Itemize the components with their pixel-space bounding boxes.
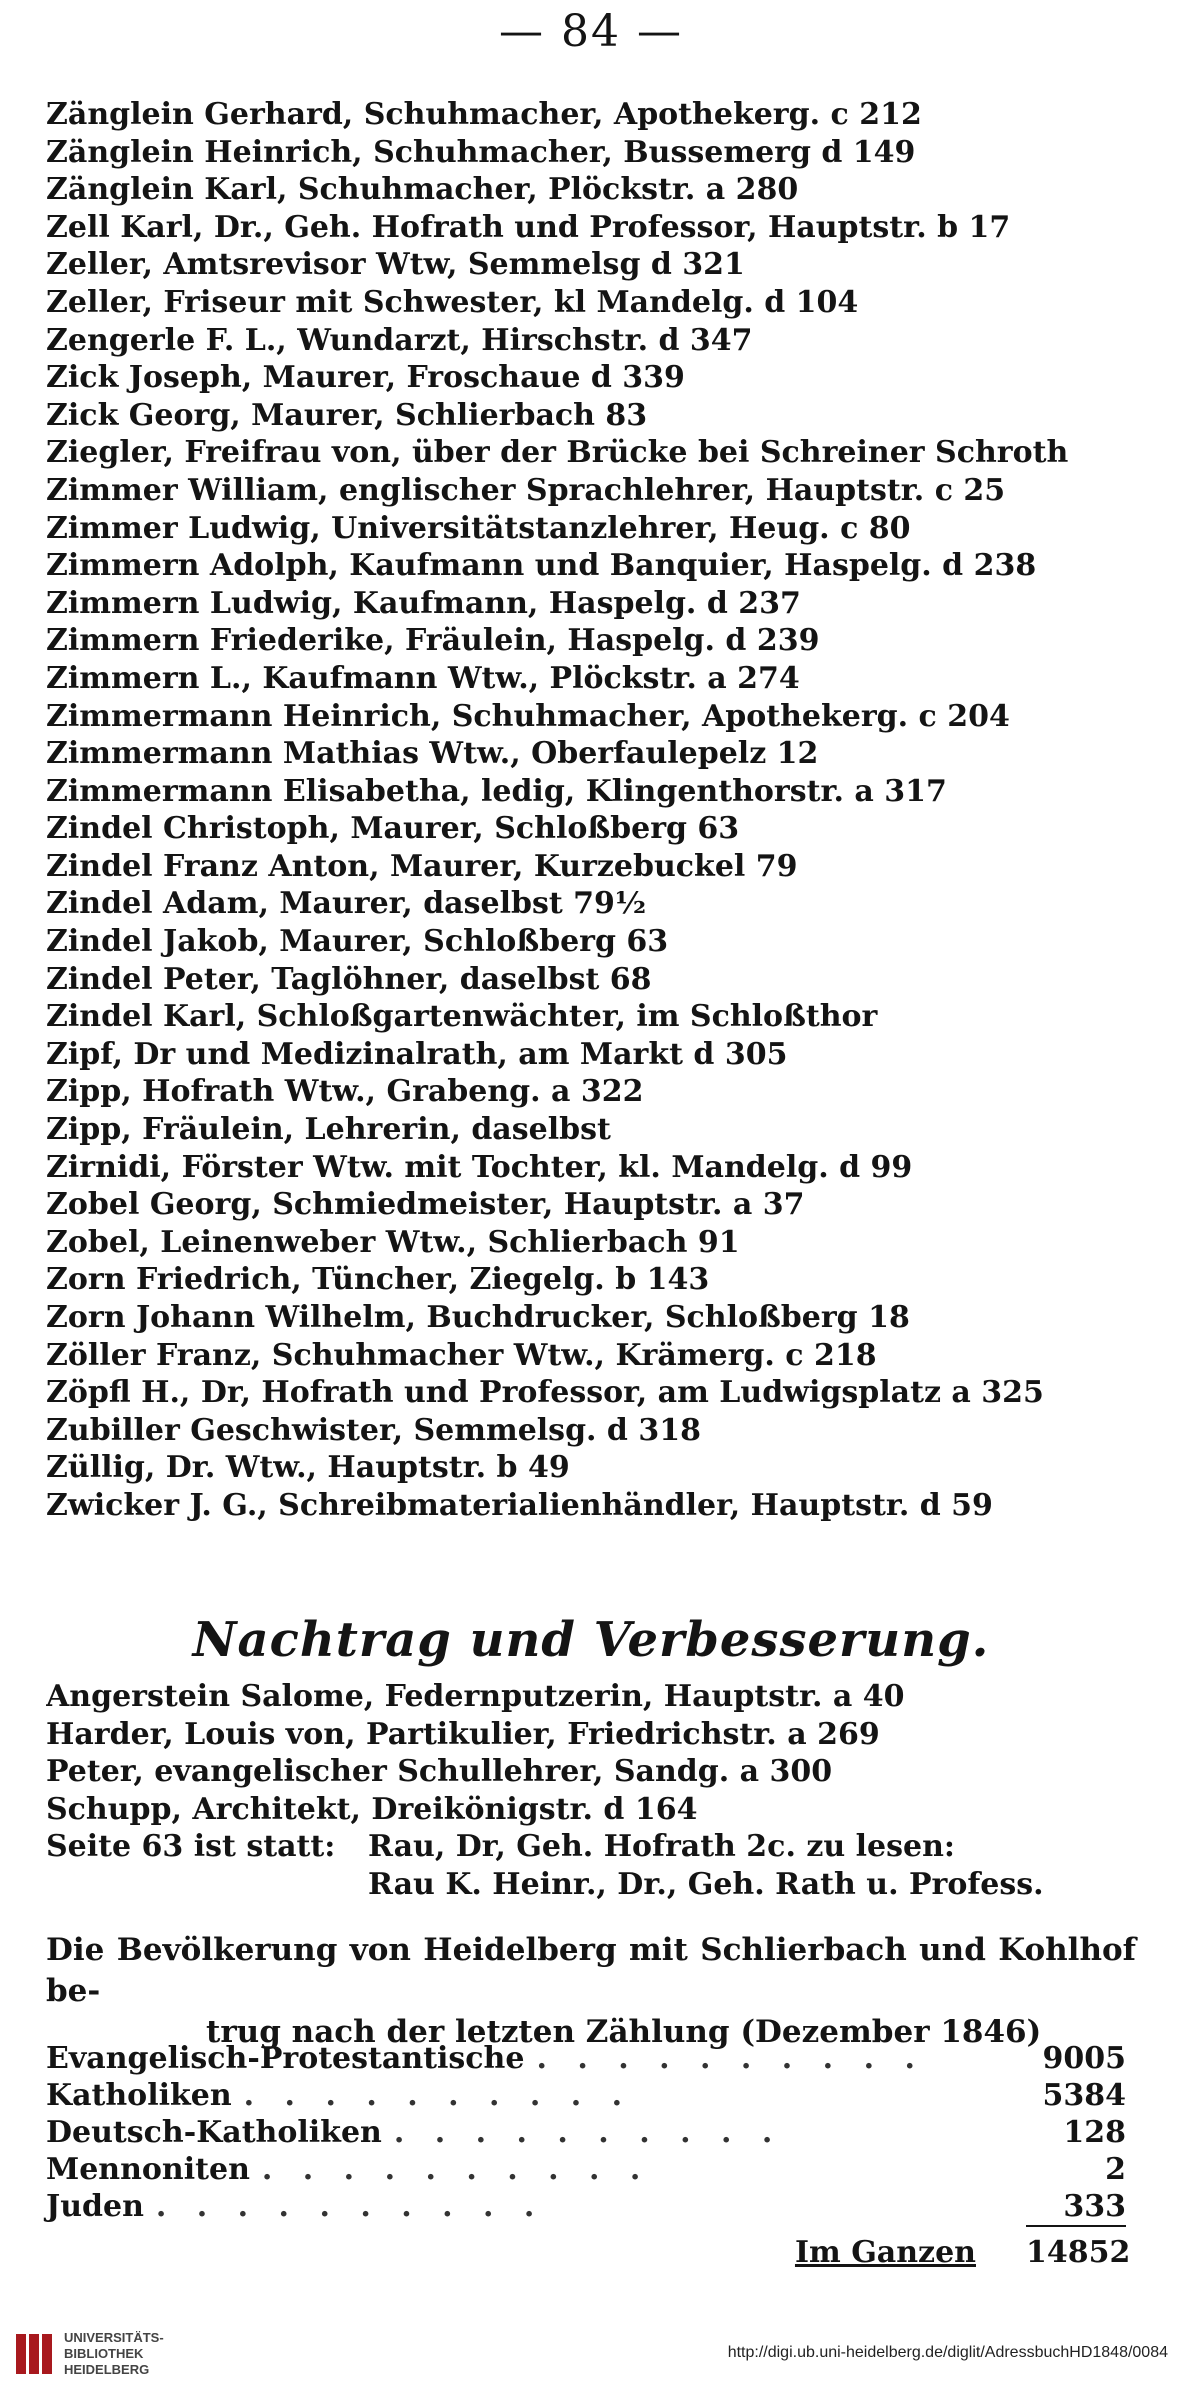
directory-entry: Zick Georg, Maurer, Schlierbach 83 [46, 397, 648, 433]
leader-dots: . . . . . . . . . . [155, 2189, 545, 2224]
directory-entry: Zindel Karl, Schloßgartenwächter, im Schloßthor [46, 999, 878, 1035]
leader-dots: . . . . . . . . . . [261, 2152, 651, 2187]
directory-entry: Zell Karl, Dr., Geh. Hofrath und Professor, Hauptstr. b 17 [46, 209, 1011, 245]
stat-label: Evangelisch-Protestantische [46, 2041, 525, 2076]
footer-bar [0, 2316, 1182, 2396]
directory-entry: Zimmern Friederike, Fräulein, Haspelg. d 239 [46, 623, 820, 659]
correction-old-text: Rau, Dr, Geh. Hofrath 2c. zu lesen: [368, 1829, 955, 1864]
correction-label: Seite 63 ist statt: [46, 1829, 336, 1864]
directory-entry: Zänglein Gerhard, Schuhmacher, Apothekerg. c 212 [46, 97, 922, 132]
directory-entry: Zimmermann Mathias Wtw., Oberfaulepelz 12 [46, 736, 819, 772]
logo-mark [29, 2334, 39, 2374]
directory-entry: Zimmermann Heinrich, Schuhmacher, Apothekerg. c 204 [46, 698, 1010, 734]
stat-value: 2 [1105, 2152, 1126, 2187]
directory-entry: Zöller Franz, Schuhmacher Wtw., Krämerg. c 218 [46, 1337, 877, 1373]
directory-entry: Zindel Christoph, Maurer, Schloßberg 63 [46, 811, 740, 847]
stat-value: 333 [1026, 2188, 1126, 2227]
library-name-line: BIBLIOTHEK [64, 2346, 144, 2361]
leader-dots: . . . . . . . . . . [536, 2041, 925, 2076]
library-name-line: UNIVERSITÄTS- [64, 2330, 164, 2345]
directory-entry: Zindel Franz Anton, Maurer, Kurzebuckel 79 [46, 848, 798, 884]
directory-entry: Zänglein Heinrich, Schuhmacher, Bussemerg d 149 [46, 134, 916, 170]
section-heading: Nachtrag und Verbesserung. [192, 1612, 990, 1668]
directory-entry: Zorn Johann Wilhelm, Buchdrucker, Schloßberg 18 [46, 1300, 910, 1335]
directory-entry: Zubiller Geschwister, Semmelsg. d 318 [46, 1412, 701, 1448]
directory-entry: Zimmermann Elisabetha, ledig, Klingenthorstr. a 317 [46, 773, 947, 809]
population-text [46, 1930, 1136, 2053]
addenda-entry: Schupp, Architekt, Dreikönigstr. d 164 [46, 1791, 698, 1827]
directory-entry: Zimmern Adolph, Kaufmann und Banquier, Haspelg. d 238 [46, 548, 1037, 584]
source-url-link[interactable]: http://digi.ub.uni-heidelberg.de/diglit/AdressbuchHD1848/0084 [727, 2344, 1168, 2361]
directory-entry: Zirnidi, Förster Wtw. mit Tochter, kl. Mandelg. d 99 [46, 1149, 913, 1185]
logo-mark [16, 2334, 26, 2374]
library-name [64, 2330, 164, 2378]
directory-entry: Zobel Georg, Schmiedmeister, Hauptstr. a 37 [46, 1187, 805, 1223]
directory-entry: Zengerle F. L., Wundarzt, Hirschstr. d 347 [46, 322, 753, 358]
directory-entry: Zick Joseph, Maurer, Froschaue d 339 [46, 360, 685, 396]
logo-mark [42, 2334, 52, 2374]
population-table [46, 2040, 1131, 2273]
stat-label: Juden [46, 2189, 144, 2224]
total-value: 14852 [1026, 2235, 1131, 2270]
directory-entry: Zimmer Ludwig, Universitätstanzlehrer, Heug. c 80 [46, 510, 911, 546]
addenda-entry: Angerstein Salome, Federnputzerin, Hauptstr. a 40 [46, 1679, 905, 1714]
directory-entries [46, 96, 1166, 1525]
stat-row [46, 2077, 1126, 2114]
stat-row [46, 2151, 1126, 2188]
directory-entry: Zorn Friedrich, Tüncher, Ziegelg. b 143 [46, 1262, 710, 1298]
correction-line [46, 1828, 1156, 1866]
addenda-list [46, 1678, 1156, 1903]
population-line-2: trug nach der letzten Zählung (Dezember 1846) [206, 2014, 1042, 2050]
directory-entry: Zeller, Amtsrevisor Wtw, Semmelsg d 321 [46, 247, 745, 283]
stat-row [46, 2188, 1126, 2225]
directory-entry: Zimmer William, englischer Sprachlehrer, Hauptstr. c 25 [46, 472, 1006, 508]
stat-row [46, 2040, 1126, 2077]
directory-entry: Zöpfl H., Dr, Hofrath und Professor, am Ludwigsplatz a 325 [46, 1375, 1044, 1411]
directory-entry: Ziegler, Freifrau von, über der Brücke bei Schreiner Schroth [46, 435, 1069, 471]
stat-row [46, 2114, 1126, 2151]
directory-entry: Zipp, Fräulein, Lehrerin, daselbst [46, 1112, 611, 1148]
library-name-line: HEIDELBERG [64, 2362, 150, 2377]
correction-new-text: Rau K. Heinr., Dr., Geh. Rath u. Profess. [368, 1866, 1044, 1902]
addenda-entry: Harder, Louis von, Partikulier, Friedrichstr. a 269 [46, 1716, 880, 1752]
directory-entry: Zindel Peter, Taglöhner, daselbst 68 [46, 961, 652, 997]
total-row [46, 2233, 1131, 2273]
stat-label: Mennoniten [46, 2152, 250, 2187]
directory-entry: Zobel, Leinenweber Wtw., Schlierbach 91 [46, 1224, 740, 1260]
stat-value: 9005 [1042, 2041, 1126, 2076]
directory-entry: Züllig, Dr. Wtw., Hauptstr. b 49 [46, 1450, 570, 1486]
leader-dots: . . . . . . . . . . [243, 2078, 633, 2113]
directory-entry: Zindel Jakob, Maurer, Schloßberg 63 [46, 924, 669, 960]
stat-value: 5384 [1042, 2078, 1126, 2113]
directory-entry: Zindel Adam, Maurer, daselbst 79½ [46, 886, 647, 922]
addenda-entry: Peter, evangelischer Schullehrer, Sandg. a 300 [46, 1754, 833, 1789]
stat-label: Katholiken [46, 2078, 232, 2113]
directory-entry: Zeller, Friseur mit Schwester, kl Mandelg. d 104 [46, 284, 859, 320]
stat-label: Deutsch-Katholiken [46, 2115, 382, 2150]
leader-dots: . . . . . . . . . . [393, 2115, 783, 2150]
page-number: — 84 — [499, 6, 683, 57]
population-line-1: Die Bevölkerung von Heidelberg mit Schlierbach und Kohlhof be- [46, 1932, 1136, 2009]
directory-entry: Zipp, Hofrath Wtw., Grabeng. a 322 [46, 1074, 644, 1110]
directory-entry: Zänglein Karl, Schuhmacher, Plöckstr. a 280 [46, 172, 799, 208]
library-logo-icon [14, 2330, 54, 2378]
directory-entry: Zipf, Dr und Medizinalrath, am Markt d 305 [46, 1036, 788, 1072]
stat-value: 128 [1063, 2115, 1126, 2150]
total-label: Im Ganzen [794, 2235, 976, 2270]
directory-entry: Zwicker J. G., Schreibmaterialienhändler, Hauptstr. d 59 [46, 1487, 993, 1523]
directory-entry: Zimmern Ludwig, Kaufmann, Haspelg. d 237 [46, 585, 801, 621]
directory-entry: Zimmern L., Kaufmann Wtw., Plöckstr. a 274 [46, 660, 800, 696]
